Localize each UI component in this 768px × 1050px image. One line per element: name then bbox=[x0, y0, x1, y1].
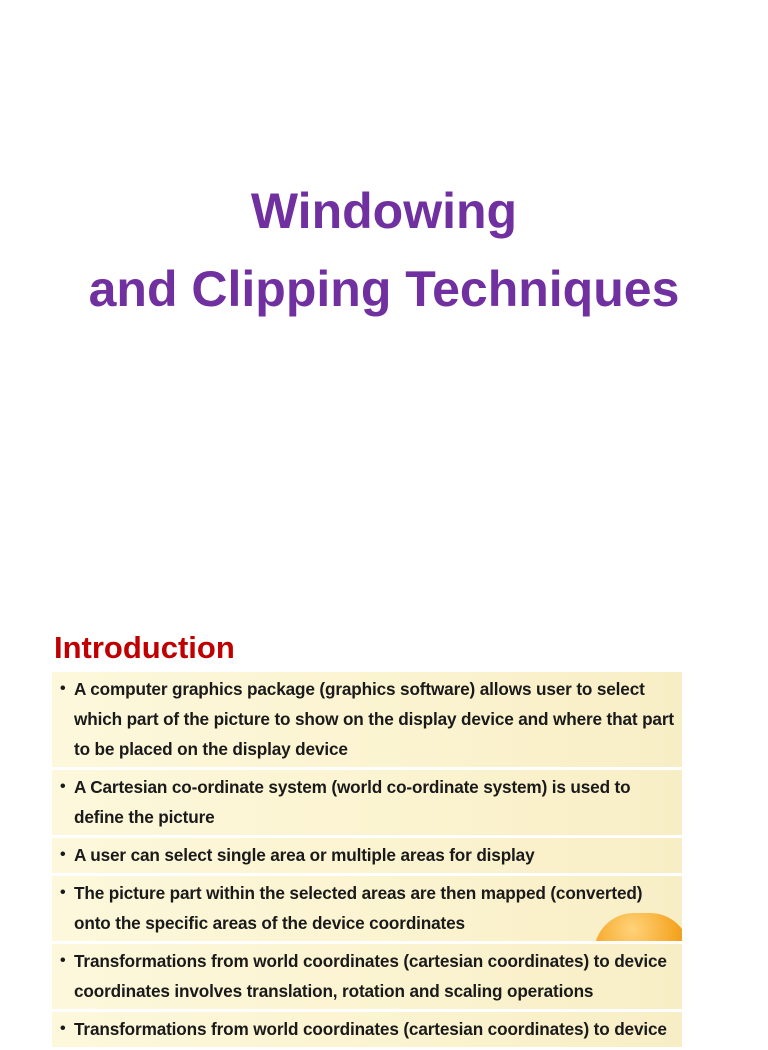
bullet-text: The picture part within the selected areas are then mapped (converted) onto the specific areas of the device coordinates bbox=[74, 883, 643, 933]
introduction-heading: Introduction bbox=[54, 630, 235, 665]
bullet-icon: • bbox=[60, 1020, 66, 1037]
bullet-icon: • bbox=[60, 846, 66, 863]
bullet-item bbox=[52, 1012, 682, 1047]
bullet-text: A user can select single area or multiple areas for display bbox=[74, 845, 535, 865]
bullet-item bbox=[52, 672, 682, 767]
introduction-bullet-list bbox=[52, 672, 682, 1050]
bullet-icon: • bbox=[60, 884, 66, 901]
bullet-item bbox=[52, 876, 682, 941]
bullet-item bbox=[52, 770, 682, 835]
bullet-text: Transformations from world coordinates (cartesian coordinates) to device coordinates involves translation, rotation and scaling operations bbox=[74, 951, 667, 1001]
bullet-text: Transformations from world coordinates (cartesian coordinates) to device bbox=[74, 1019, 667, 1039]
bullet-icon: • bbox=[60, 952, 66, 969]
bullet-text: A Cartesian co-ordinate system (world co-ordinate system) is used to define the picture bbox=[74, 777, 631, 827]
bullet-item bbox=[52, 944, 682, 1009]
slide-title-line-2: and Clipping Techniques bbox=[88, 261, 680, 317]
slide-title-line-1: Windowing bbox=[250, 183, 518, 239]
slide-title bbox=[0, 172, 768, 328]
bullet-text: A computer graphics package (graphics software) allows user to select which part of the picture to show on the display device and where that part to be placed on the display device bbox=[74, 679, 674, 759]
bullet-icon: • bbox=[60, 680, 66, 697]
bullet-item bbox=[52, 838, 682, 873]
bullet-icon: • bbox=[60, 778, 66, 795]
